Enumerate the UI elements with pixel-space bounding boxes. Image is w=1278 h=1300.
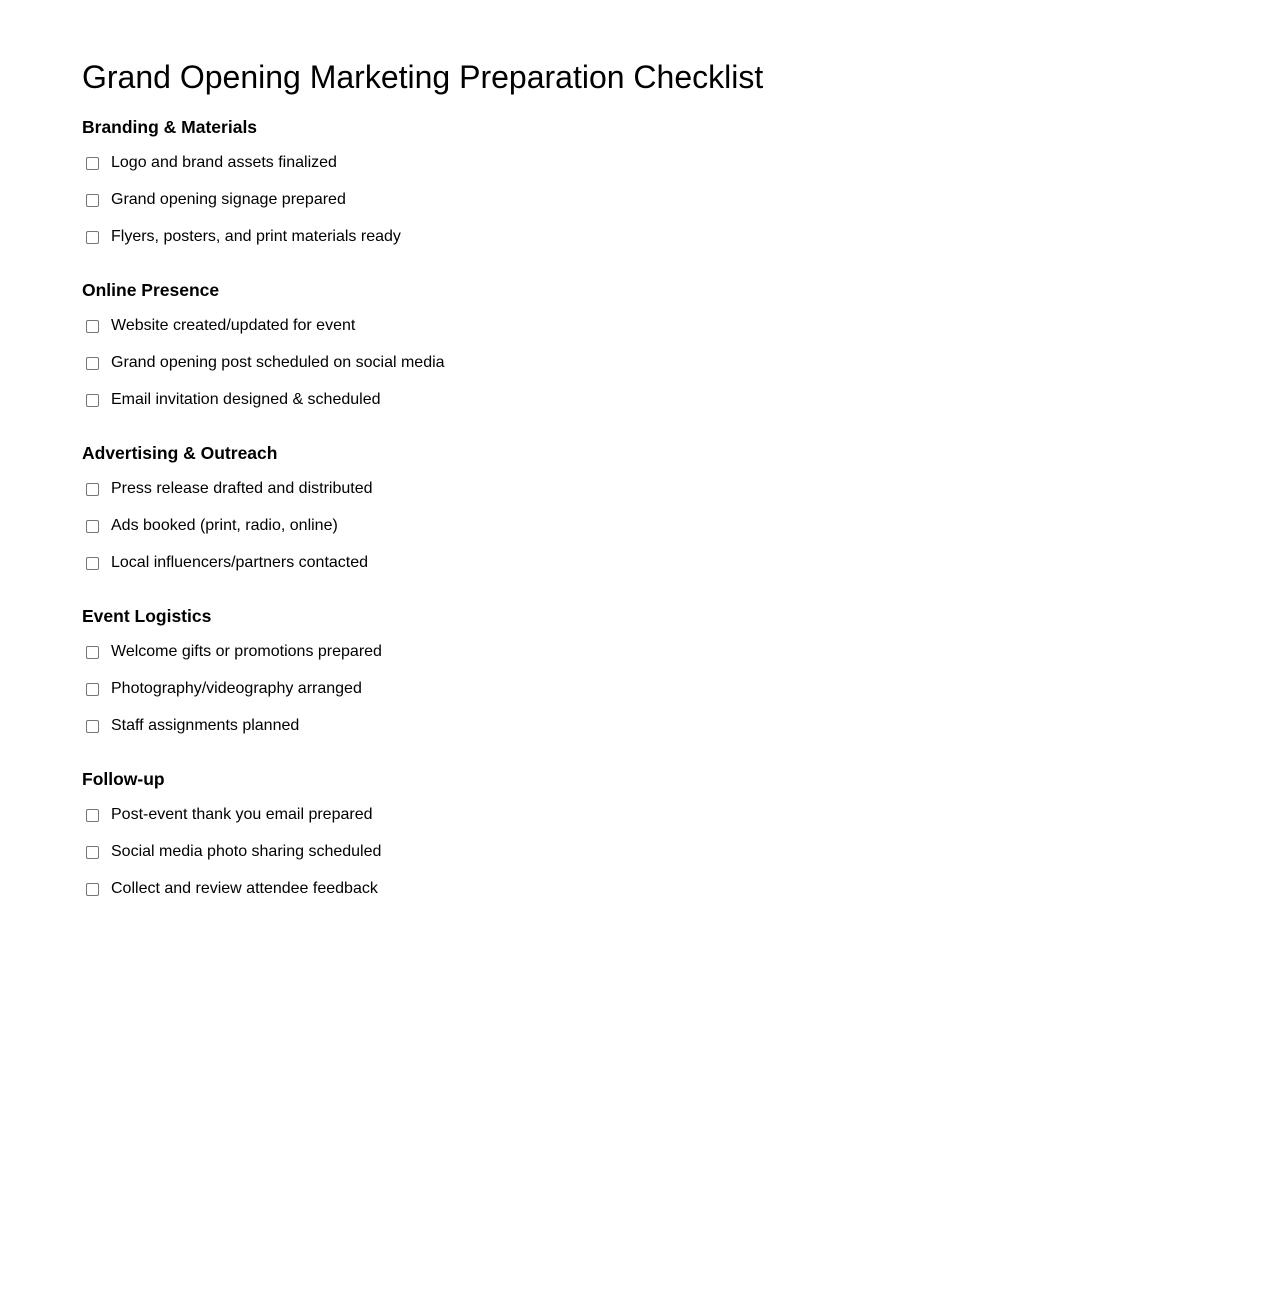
checklist-sections	[82, 116, 445, 931]
item-checkbox[interactable]	[86, 394, 99, 407]
item-checkbox[interactable]	[86, 520, 99, 533]
section-online-presence	[82, 279, 445, 442]
section-branding-materials	[82, 116, 401, 279]
item-checkbox[interactable]	[86, 683, 99, 696]
section-heading: Branding & Materials	[82, 117, 258, 137]
item-label[interactable]: Local influencers/partners contacted	[111, 554, 369, 571]
item-label[interactable]: Welcome gifts or promotions prepared	[111, 643, 382, 660]
item-label[interactable]: Post-event thank you email prepared	[111, 806, 373, 823]
item-label[interactable]: Flyers, posters, and print materials ready	[111, 228, 401, 245]
item-checkbox[interactable]	[86, 557, 99, 570]
item-label[interactable]: Collect and review attendee feedback	[111, 880, 378, 897]
item-label[interactable]: Ads booked (print, radio, online)	[111, 517, 338, 534]
item-checkbox[interactable]	[86, 357, 99, 370]
item-checkbox[interactable]	[86, 809, 99, 822]
item-checkbox[interactable]	[86, 646, 99, 659]
item-label[interactable]: Website created/updated for event	[111, 317, 356, 334]
item-label[interactable]: Grand opening signage prepared	[111, 191, 346, 208]
item-label[interactable]: Email invitation designed & scheduled	[111, 391, 381, 408]
item-checkbox[interactable]	[86, 883, 99, 896]
item-label[interactable]: Staff assignments planned	[111, 717, 300, 734]
item-checkbox[interactable]	[86, 194, 99, 207]
item-checkbox[interactable]	[86, 720, 99, 733]
item-checkbox[interactable]	[86, 231, 99, 244]
item-checkbox[interactable]	[86, 157, 99, 170]
item-checkbox[interactable]	[86, 483, 99, 496]
section-heading: Online Presence	[82, 280, 220, 300]
item-checkbox[interactable]	[86, 846, 99, 859]
section-heading: Follow-up	[82, 769, 165, 789]
page-title: Grand Opening Marketing Preparation Checklist	[82, 59, 764, 95]
item-label[interactable]: Logo and brand assets finalized	[111, 154, 337, 171]
section-follow-up	[82, 768, 382, 931]
section-heading: Advertising & Outreach	[82, 443, 278, 463]
item-label[interactable]: Press release drafted and distributed	[111, 480, 373, 497]
section-heading: Event Logistics	[82, 606, 212, 626]
item-checkbox[interactable]	[86, 320, 99, 333]
item-label[interactable]: Grand opening post scheduled on social media	[111, 354, 445, 371]
section-advertising-outreach	[82, 442, 373, 605]
item-label[interactable]: Photography/videography arranged	[111, 680, 362, 697]
section-event-logistics	[82, 605, 382, 768]
item-label[interactable]: Social media photo sharing scheduled	[111, 843, 382, 860]
